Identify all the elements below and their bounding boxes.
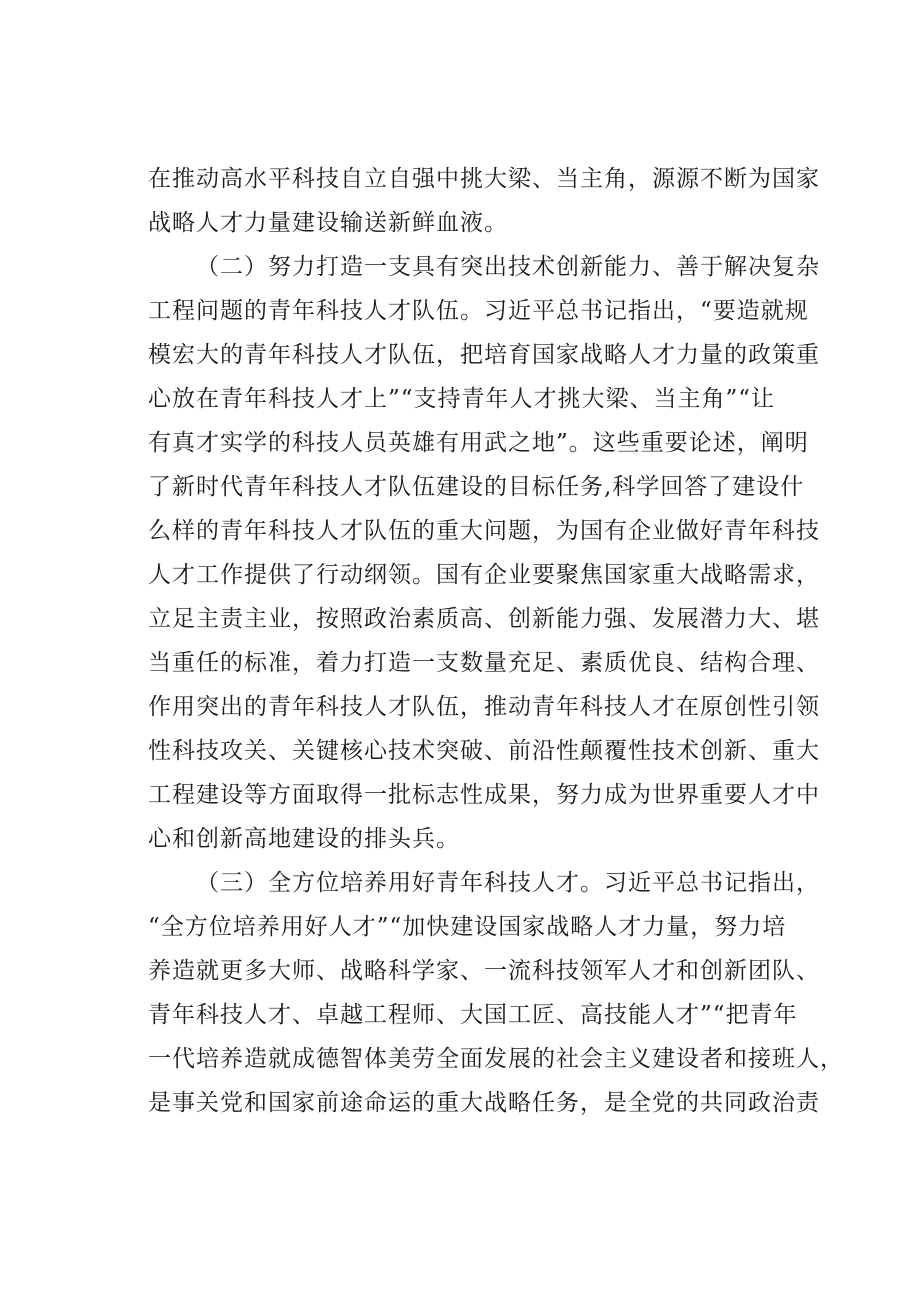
text-line: 立足主责主业，按照政治素质高、创新能力强、发展潜力大、堪 <box>148 606 820 632</box>
text-line: 养造就更多大师、战略科学家、一流科技领军人才和创新团队、 <box>148 958 820 984</box>
text-line: 工程建设等方面取得一批标志性成果，努力成为世界重要人才中 <box>148 782 820 808</box>
text-line: 战略人才力量建设输送新鲜血液。 <box>148 210 508 236</box>
text-line: 当重任的标准，着力打造一支数量充足、素质优良、结构合理、 <box>148 650 820 676</box>
text-line: 了新时代青年科技人才队伍建设的目标任务,科学回答了建设什 <box>148 474 805 500</box>
text-line: 模宏大的青年科技人才队伍，把培育国家战略人才力量的政策重 <box>148 342 820 368</box>
text-line: 一代培养造就成德智体美劳全面发展的社会主义建设者和接班人， <box>148 1046 844 1072</box>
text-line: 心和创新高地建设的排头兵。 <box>148 826 460 852</box>
text-line: 么样的青年科技人才队伍的重大问题，为国有企业做好青年科技 <box>148 518 820 544</box>
text-line: 人才工作提供了行动纲领。国有企业要聚焦国家重大战略需求， <box>148 562 820 588</box>
text-line: 性科技攻关、关键核心技术突破、前沿性颠覆性技术创新、重大 <box>148 738 820 764</box>
text-line: 心放在青年科技人才上”“支持青年人才挑大梁、当主角”“让 <box>148 386 776 412</box>
document-body <box>148 157 844 1125</box>
text-line: 作用突出的青年科技人才队伍，推动青年科技人才在原创性引领 <box>148 694 820 720</box>
text-line: 是事关党和国家前途命运的重大战略任务，是全党的共同政治责 <box>148 1090 820 1116</box>
section-heading-line: （三）全方位培养用好青年科技人才。习近平总书记指出， <box>196 870 820 896</box>
section-heading-line: （二）努力打造一支具有突出技术创新能力、善于解决复杂 <box>196 254 820 280</box>
text-line: 工程问题的青年科技人才队伍。习近平总书记指出，“要造就规 <box>148 298 809 324</box>
text-line: 有真才实学的科技人员英雄有用武之地”。这些重要论述，阐明 <box>148 430 809 456</box>
text-line: 在推动高水平科技自立自强中挑大梁、当主角，源源不断为国家 <box>148 166 820 192</box>
text-line: “全方位培养用好人才”“加快建设国家战略人才力量，努力培 <box>148 914 787 940</box>
text-line: 青年科技人才、卓越工程师、大国工匠、高技能人才”“把青年 <box>148 1002 798 1028</box>
